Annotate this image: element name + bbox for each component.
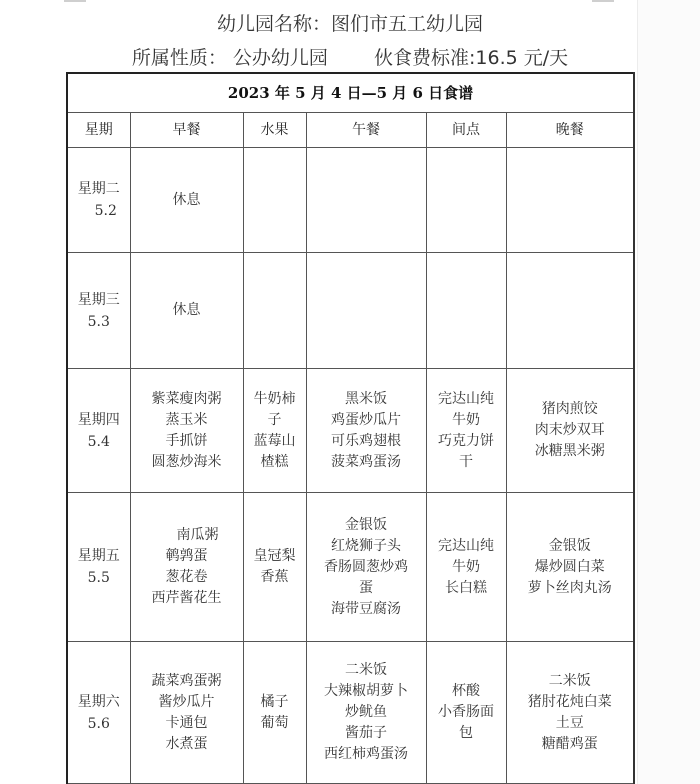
weekday: 星期五 bbox=[77, 548, 120, 564]
snack-cell bbox=[426, 642, 506, 784]
column-header-day: 星期 bbox=[67, 113, 130, 148]
breakfast-cell bbox=[130, 369, 243, 493]
date: 5.6 bbox=[87, 715, 110, 732]
column-header-dinner: 晚餐 bbox=[506, 113, 634, 148]
column-header-breakfast: 早餐 bbox=[130, 113, 243, 148]
breakfast-cell bbox=[130, 253, 243, 369]
breakfast-item: 休息 bbox=[172, 191, 201, 208]
breakfast-item: 蔬菜鸡蛋粥 bbox=[151, 672, 222, 689]
dinner-item: 猪肘花炖白菜 bbox=[527, 693, 612, 710]
date: 5.5 bbox=[87, 570, 110, 586]
breakfast-item: 葱花卷 bbox=[165, 569, 208, 585]
dinner-item: 土豆 bbox=[555, 714, 584, 731]
breakfast-item: 休息 bbox=[172, 302, 201, 318]
date: 5.3 bbox=[87, 313, 110, 330]
snack-item: 牛奶 bbox=[452, 411, 480, 428]
fruit-cell bbox=[243, 253, 306, 369]
menu-row bbox=[67, 493, 634, 642]
weekday: 星期六 bbox=[77, 693, 120, 710]
fruit-item: 皇冠梨 bbox=[253, 548, 296, 564]
lunch-item: 二米饭 bbox=[345, 662, 387, 678]
lunch-cell bbox=[306, 148, 426, 253]
breakfast-item: 西芹酱花生 bbox=[151, 590, 222, 606]
menu-title-row bbox=[67, 73, 634, 113]
breakfast-cell bbox=[130, 493, 243, 642]
fruit-item: 橘子 bbox=[260, 693, 289, 710]
snack-item: 完达山纯 bbox=[438, 390, 494, 407]
snack-cell bbox=[426, 369, 506, 493]
lunch-item: 西红柿鸡蛋汤 bbox=[324, 746, 408, 762]
breakfast-item: 鹌鹑蛋 bbox=[165, 548, 208, 564]
dinner-item: 猪肉煎饺 bbox=[541, 401, 598, 417]
day-cell bbox=[67, 253, 130, 369]
lunch-item: 金银饭 bbox=[345, 516, 387, 533]
day-cell bbox=[67, 148, 130, 253]
fruit-item: 子 bbox=[267, 411, 282, 428]
dinner-cell bbox=[506, 148, 634, 253]
fruit-item: 楂糕 bbox=[260, 453, 289, 470]
kindergarten-name: 图们市五工幼儿园 bbox=[331, 13, 484, 35]
lunch-item: 香肠圆葱炒鸡 bbox=[324, 558, 408, 575]
column-header-lunch: 午餐 bbox=[306, 113, 426, 148]
weekday: 星期四 bbox=[77, 411, 120, 428]
snack-item: 巧克力饼 bbox=[438, 432, 494, 449]
menu-title: 2023 年 5 月 4 日—5 月 6 日食谱 bbox=[67, 73, 634, 113]
lunch-item: 菠菜鸡蛋汤 bbox=[331, 453, 401, 470]
snack-cell bbox=[426, 493, 506, 642]
fruit-item: 葡萄 bbox=[260, 714, 289, 731]
weekday: 星期二 bbox=[77, 181, 120, 197]
lunch-cell bbox=[306, 642, 426, 784]
breakfast-item: 卡通包 bbox=[165, 714, 208, 731]
column-header-snack: 间点 bbox=[426, 113, 506, 148]
lunch-item: 鸡蛋炒瓜片 bbox=[331, 411, 401, 428]
snack-item: 长白糕 bbox=[445, 579, 487, 596]
fruit-cell bbox=[243, 642, 306, 784]
nature-fee-line bbox=[0, 43, 700, 70]
fruit-item: 牛奶柿 bbox=[253, 390, 296, 407]
dinner-item: 二米饭 bbox=[548, 672, 591, 689]
day-cell bbox=[67, 493, 130, 642]
fee-value: 16.5 元/天 bbox=[475, 47, 569, 69]
snack-item: 干 bbox=[459, 453, 473, 470]
fruit-item: 香蕉 bbox=[260, 569, 289, 585]
lunch-item: 黑米饭 bbox=[345, 390, 387, 407]
day-cell bbox=[67, 642, 130, 784]
fruit-cell bbox=[243, 493, 306, 642]
nature-label: 所属性质： bbox=[131, 47, 227, 69]
day-cell bbox=[67, 369, 130, 493]
lunch-item: 炒鱿鱼 bbox=[345, 704, 387, 720]
nature-value: 公办幼儿园 bbox=[232, 47, 328, 69]
weekday: 星期三 bbox=[77, 291, 120, 308]
dinner-cell bbox=[506, 369, 634, 493]
menu-row bbox=[67, 253, 634, 369]
dinner-item: 肉末炒双耳 bbox=[534, 422, 605, 438]
date: 5.4 bbox=[87, 433, 110, 450]
fruit-item: 蓝莓山 bbox=[253, 432, 296, 449]
breakfast-item: 手抓饼 bbox=[165, 432, 208, 449]
date: 5.2 bbox=[94, 203, 117, 219]
lunch-cell bbox=[306, 253, 426, 369]
dinner-item: 萝卜丝肉丸汤 bbox=[527, 579, 612, 596]
dinner-item: 冰糖黑米粥 bbox=[534, 443, 605, 459]
fee-label: 伙食费标准: bbox=[374, 47, 476, 69]
kindergarten-name-line bbox=[0, 9, 700, 36]
column-header-row bbox=[67, 113, 634, 148]
dinner-item: 金银饭 bbox=[548, 537, 591, 554]
snack-item: 完达山纯 bbox=[438, 537, 494, 554]
lunch-item: 可乐鸡翅根 bbox=[331, 432, 401, 449]
page-corner-marker-right bbox=[592, 0, 614, 2]
menu-row bbox=[67, 642, 634, 784]
lunch-cell bbox=[306, 493, 426, 642]
menu-row bbox=[67, 369, 634, 493]
snack-cell bbox=[426, 148, 506, 253]
lunch-item: 海带豆腐汤 bbox=[331, 600, 401, 617]
breakfast-item: 水煮蛋 bbox=[165, 735, 208, 752]
breakfast-item: 酱炒瓜片 bbox=[158, 693, 215, 710]
snack-item: 牛奶 bbox=[452, 558, 480, 575]
lunch-cell bbox=[306, 369, 426, 493]
dinner-item: 糖醋鸡蛋 bbox=[541, 735, 598, 752]
page-corner-marker-left bbox=[64, 0, 86, 2]
breakfast-cell bbox=[130, 642, 243, 784]
lunch-item: 酱茄子 bbox=[345, 725, 387, 741]
column-header-fruit: 水果 bbox=[243, 113, 306, 148]
breakfast-item: 南瓜粥 bbox=[176, 527, 219, 543]
lunch-item: 蛋 bbox=[359, 579, 373, 596]
dinner-cell bbox=[506, 493, 634, 642]
snack-cell bbox=[426, 253, 506, 369]
kindergarten-name-label: 幼儿园名称： bbox=[216, 13, 331, 35]
page-margin-right bbox=[637, 0, 700, 784]
snack-item: 小香肠面 bbox=[438, 704, 494, 720]
breakfast-item: 蒸玉米 bbox=[165, 411, 208, 428]
lunch-item: 红烧狮子头 bbox=[331, 537, 401, 554]
dinner-cell bbox=[506, 253, 634, 369]
menu-body bbox=[67, 148, 634, 784]
menu-row bbox=[67, 148, 634, 253]
fruit-cell bbox=[243, 369, 306, 493]
breakfast-item: 紫菜瘦肉粥 bbox=[151, 390, 222, 407]
dinner-cell bbox=[506, 642, 634, 784]
fruit-cell bbox=[243, 148, 306, 253]
weekly-menu-table bbox=[66, 72, 635, 784]
lunch-item: 大辣椒胡萝卜 bbox=[324, 683, 408, 699]
snack-item: 杯酸 bbox=[452, 683, 480, 699]
breakfast-item: 圆葱炒海米 bbox=[151, 453, 222, 470]
snack-item: 包 bbox=[459, 725, 473, 741]
breakfast-cell bbox=[130, 148, 243, 253]
dinner-item: 爆炒圆白菜 bbox=[534, 558, 605, 575]
